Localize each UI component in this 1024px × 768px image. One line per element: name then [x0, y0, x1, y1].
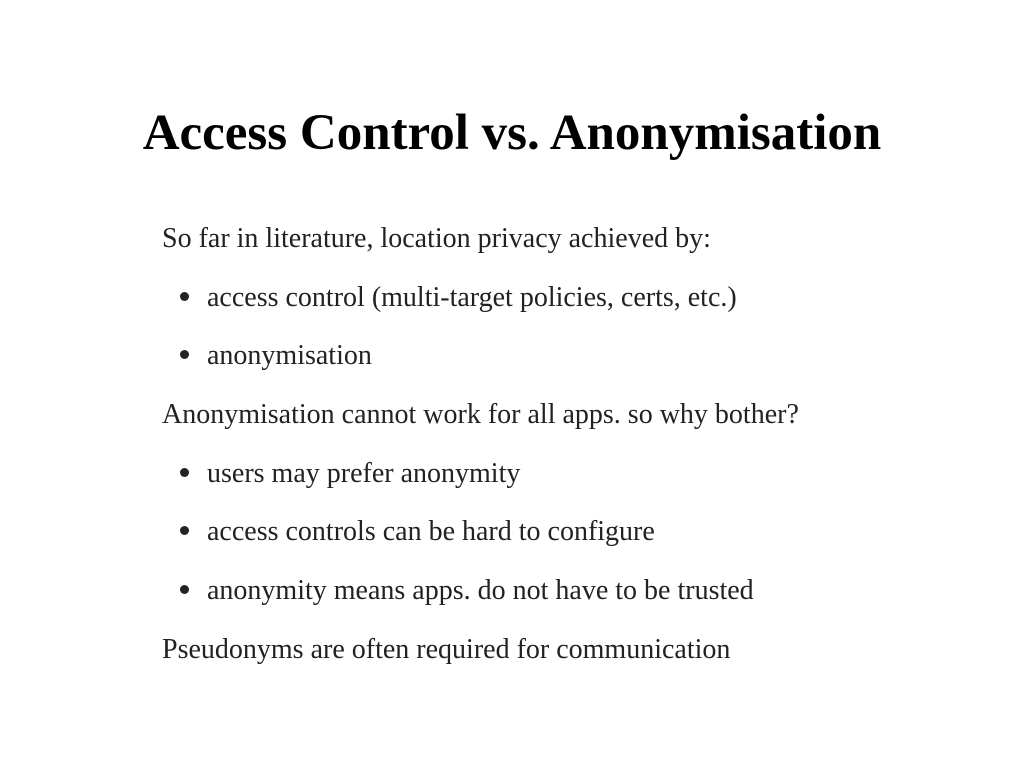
bullet-item — [180, 515, 655, 549]
intro-text: So far in literature, location privacy achieved by: — [162, 223, 711, 254]
bullet-dot-icon — [180, 292, 189, 301]
bullet-item — [180, 457, 520, 491]
bullet-text: users may prefer anonymity — [207, 458, 521, 489]
bullet-dot-icon — [180, 585, 189, 594]
bullet-text: anonymity means apps. do not have to be trusted — [207, 575, 754, 606]
bullet-item — [180, 574, 754, 608]
bullet-text: anonymisation — [207, 340, 372, 371]
bullet-text: access control (multi-target policies, certs, etc.) — [207, 282, 737, 313]
bullet-item — [180, 339, 372, 373]
bullet-text: access controls can be hard to configure — [207, 516, 655, 547]
bullet-dot-icon — [180, 350, 189, 359]
bullet-dot-icon — [180, 468, 189, 477]
closing-text: Pseudonyms are often required for communication — [162, 634, 731, 665]
slide-title: Access Control vs. Anonymisation — [142, 105, 882, 161]
bullet-item — [180, 281, 737, 315]
question-text: Anonymisation cannot work for all apps. so why bother? — [162, 399, 799, 430]
bullet-dot-icon — [180, 526, 189, 535]
